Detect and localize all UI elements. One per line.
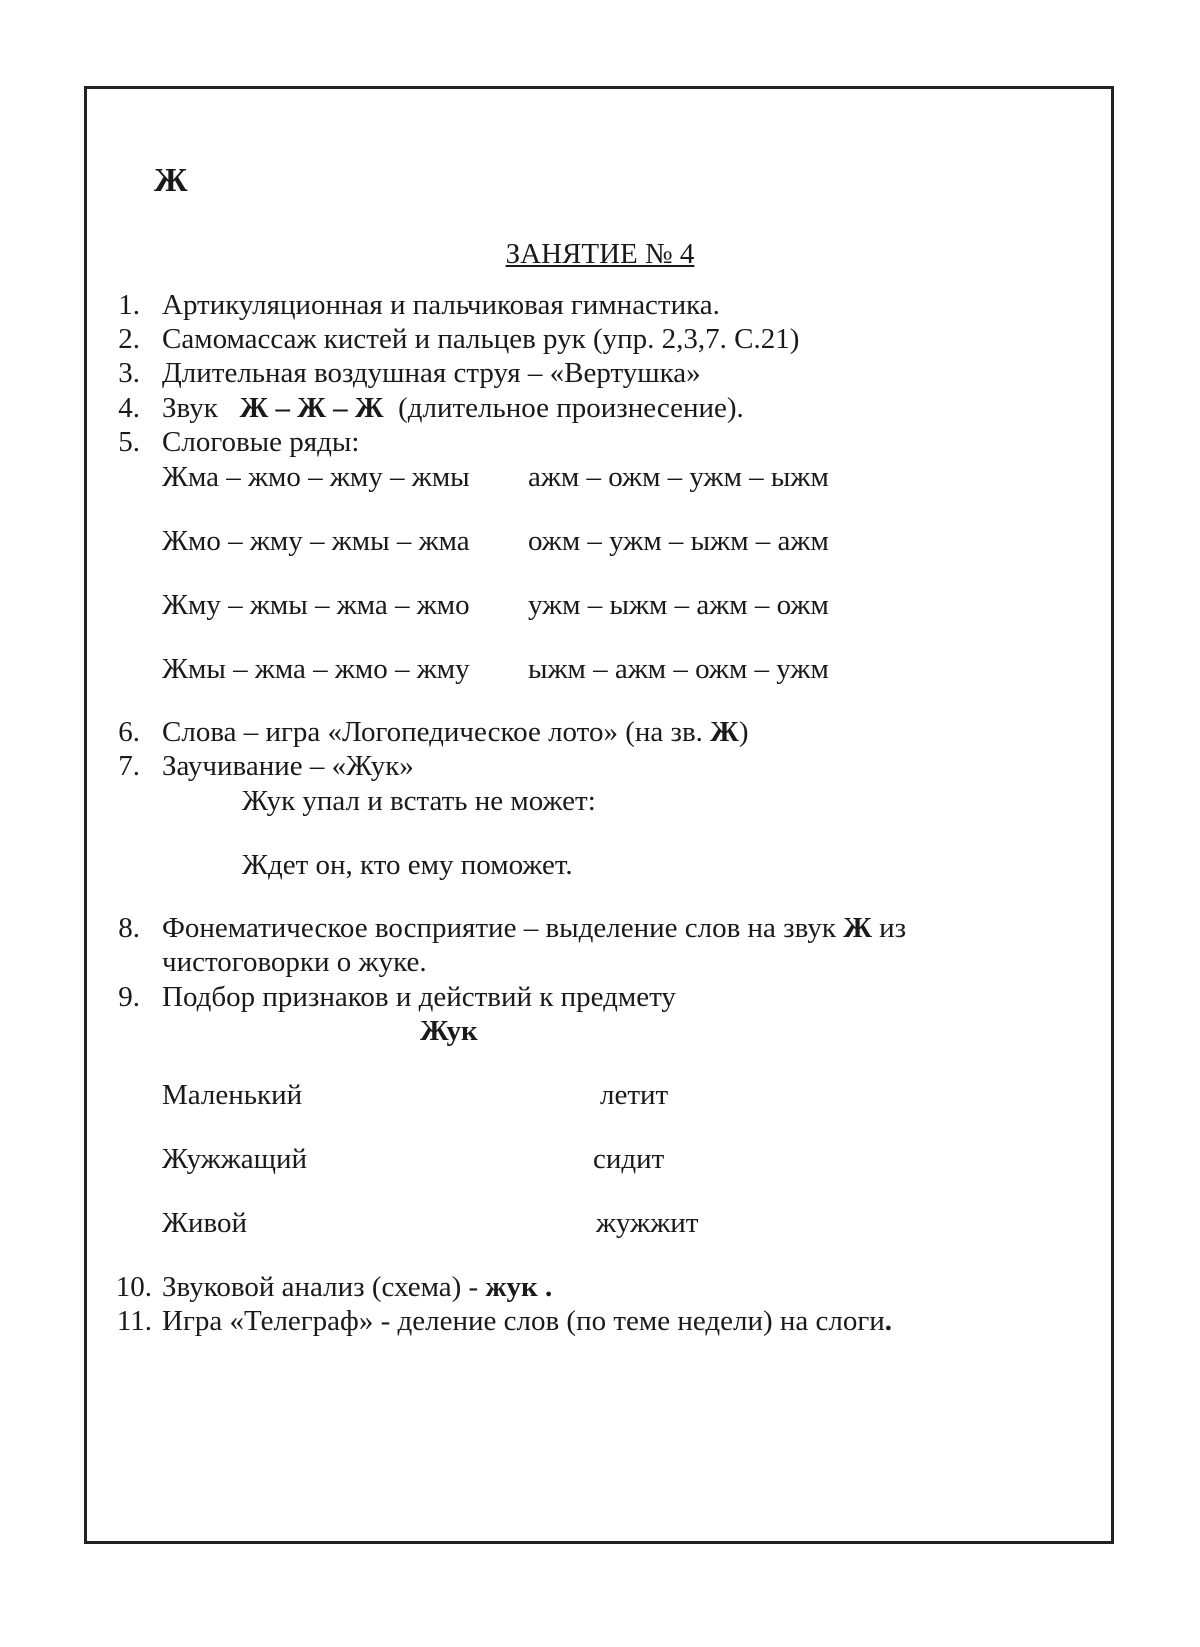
poem-line: Ждет он, кто ему поможет.: [242, 849, 573, 881]
list-item: Слоговые ряды:: [162, 426, 360, 458]
syllable-row-left: Жма – жмо – жму – жмы: [162, 461, 470, 493]
list-item: [162, 715, 749, 749]
attribute-word: Маленький: [162, 1079, 303, 1111]
syllable-row-right: ыжм – ажм – ожм – ужм: [528, 653, 829, 685]
list-item-continuation: чистоговорки о жуке.: [162, 946, 427, 978]
item-number: 9.: [118, 981, 140, 1013]
sound-emphasis: Ж: [710, 716, 739, 748]
syllable-row-left: Жмы – жма – жмо – жму: [162, 653, 470, 685]
item-number: 2.: [118, 323, 140, 355]
poem-line: Жук упал и встать не может:: [242, 785, 596, 817]
list-item: Заучивание – «Жук»: [162, 750, 414, 782]
syllable-row-right: ажм – ожм – ужм – ыжм: [528, 461, 829, 493]
list-item: [162, 1270, 552, 1304]
syllable-row-left: Жмо – жму – жмы – жма: [162, 525, 470, 557]
item-period: .: [884, 1305, 893, 1337]
attribute-word: Жужжащий: [162, 1143, 307, 1175]
item-number: 8.: [118, 912, 140, 944]
list-item: Самомассаж кистей и пальцев рук (упр. 2,3,7. С.21): [162, 323, 800, 355]
item-number: 3.: [118, 357, 140, 389]
item-number: 7.: [118, 750, 140, 782]
list-item: Длительная воздушная струя – «Вертушка»: [162, 357, 701, 389]
page-title: ЗАНЯТИЕ № 4: [505, 238, 695, 270]
item-text: Игра «Телеграф» - деление слов (по теме недели) на слоги: [162, 1305, 885, 1337]
action-word: сидит: [593, 1143, 665, 1175]
subject-word: Жук: [420, 1015, 478, 1047]
action-word: летит: [600, 1079, 669, 1111]
sound-emphasis: Ж – Ж – Ж: [239, 392, 384, 424]
list-item: [162, 1304, 892, 1338]
item-number: 10.: [115, 1271, 152, 1303]
item-number: 5.: [118, 426, 140, 458]
analysis-word: жук .: [485, 1271, 553, 1303]
item-text: Звуковой анализ (схема) -: [162, 1271, 479, 1303]
list-item: Артикуляционная и пальчиковая гимнастика.: [162, 289, 720, 321]
attribute-word: Живой: [162, 1207, 248, 1239]
action-word: жужжит: [596, 1207, 699, 1239]
item-text: Звук: [162, 392, 218, 424]
syllable-row-left: Жму – жмы – жма – жмо: [162, 589, 470, 621]
sound-emphasis: Ж: [843, 912, 872, 944]
item-number: 11.: [116, 1305, 152, 1337]
list-item: [162, 391, 744, 425]
item-number: 6.: [118, 716, 140, 748]
list-item: [162, 911, 906, 945]
syllable-row-right: ужм – ыжм – ажм – ожм: [528, 589, 829, 621]
item-text: ): [738, 716, 749, 748]
list-item: Подбор признаков и действий к предмету: [162, 981, 676, 1013]
item-text: Фонематическое восприятие – выделение слов на звук: [162, 912, 836, 944]
item-text: (длительное произнесение).: [398, 392, 744, 424]
item-text: из: [879, 912, 907, 944]
syllable-row-right: ожм – ужм – ыжм – ажм: [528, 525, 829, 557]
item-number: 4.: [118, 392, 140, 424]
sound-letter: Ж: [154, 162, 188, 199]
item-number: 1.: [118, 289, 140, 321]
item-text: Слова – игра «Логопедическое лото» (на зв.: [162, 716, 703, 748]
